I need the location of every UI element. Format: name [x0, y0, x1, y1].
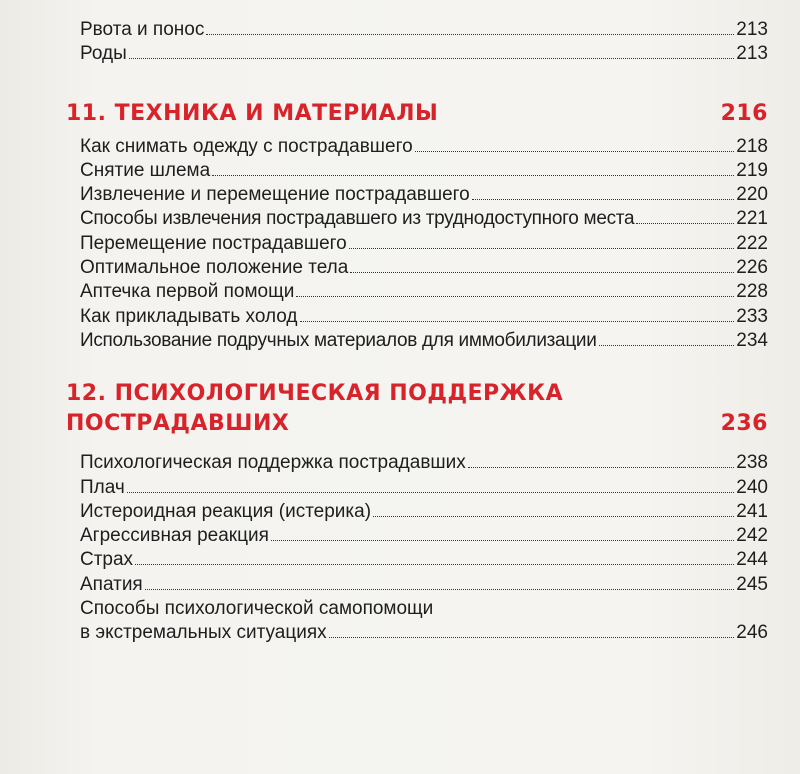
toc-entry	[66, 573, 768, 597]
toc-entry-page: 220	[736, 184, 768, 206]
toc-entry-page: 213	[736, 19, 768, 40]
toc-entry-title: Рвота и понос	[80, 19, 205, 40]
dot-leader	[206, 34, 734, 35]
section-page: 236	[720, 411, 768, 437]
toc-entry	[66, 135, 768, 159]
dot-leader	[127, 492, 735, 493]
toc-entry-title: Агрессивная реакция	[80, 525, 269, 547]
dot-leader	[129, 58, 735, 59]
toc-entry	[66, 159, 768, 183]
toc-entry-title-line1: Способы психологической самопомощи	[80, 598, 434, 620]
dot-leader	[300, 321, 735, 322]
dot-leader	[212, 175, 734, 176]
dot-leader	[636, 223, 734, 224]
toc-entry-title: Как снимать одежду с пострадавшего	[80, 135, 413, 157]
toc-entry-title: Апатия	[80, 573, 143, 595]
toc-entry-page: 245	[736, 573, 768, 595]
dot-leader	[468, 467, 735, 468]
toc-entry-title: Способы извлечения пострадавшего из труднодоступного места	[80, 208, 635, 230]
toc-entry-title-line2: в экстремальных ситуациях	[80, 622, 327, 644]
toc-entry-title: Роды	[80, 43, 127, 65]
toc-entry	[66, 42, 768, 66]
toc-entry-page: 238	[736, 452, 768, 474]
section-title	[66, 379, 721, 439]
dot-leader	[415, 151, 735, 152]
toc-entry-page: 213	[736, 43, 768, 65]
toc-entry-title: Страх	[80, 549, 134, 571]
toc-entry	[66, 597, 768, 645]
toc-entry-title: Психологическая поддержка пострадавших	[80, 452, 466, 474]
dot-leader	[350, 272, 734, 273]
dot-leader	[472, 199, 735, 200]
toc-entry-page: 244	[736, 549, 768, 571]
toc-entry	[66, 305, 768, 329]
toc-entry-page: 228	[736, 281, 768, 303]
toc-entry	[66, 280, 768, 304]
toc-entry	[66, 476, 768, 500]
toc-entry	[66, 548, 768, 572]
toc-entry-page: 222	[736, 232, 768, 254]
toc-entry-page: 246	[736, 622, 768, 644]
toc-entry-line2	[80, 621, 768, 645]
toc-entry	[66, 207, 768, 231]
toc-entry-page: 219	[736, 159, 768, 181]
toc-entry-page: 226	[736, 257, 768, 279]
section-page: 216	[720, 100, 768, 126]
section-title-line2: ПОСТРАДАВШИХ	[66, 411, 290, 437]
toc-entry-title: Снятие шлема	[80, 159, 211, 181]
toc-entry	[66, 524, 768, 548]
dot-leader	[135, 564, 734, 565]
toc-entry-title: Как прикладывать холод	[80, 305, 298, 327]
toc-entry-page: 240	[736, 476, 768, 498]
section-title: 11. ТЕХНИКА И МАТЕРИАЛЫ	[66, 100, 439, 126]
dot-leader	[145, 589, 735, 590]
toc-entry-page: 234	[736, 329, 768, 351]
toc-entry-page: 233	[736, 305, 768, 327]
toc-entry	[66, 183, 768, 207]
toc-entry-title: Аптечка первой помощи	[80, 281, 295, 303]
dot-leader	[271, 540, 734, 541]
section-heading-11	[66, 91, 768, 129]
toc-entry-page: 241	[736, 500, 768, 522]
toc-entry-title: Истероидная реакция (истерика)	[80, 500, 372, 522]
toc-entry	[66, 329, 768, 353]
toc-entry	[66, 451, 768, 475]
section-heading-12	[66, 375, 768, 439]
toc-entry-title: Использование подручных материалов для иммобилизации	[80, 329, 597, 351]
toc-entry	[66, 256, 768, 280]
toc-entry-title: Оптимальное положение тела	[80, 257, 349, 279]
dot-leader	[296, 296, 734, 297]
dot-leader	[373, 516, 734, 517]
toc-entry-title: Перемещение пострадавшего	[80, 232, 347, 254]
toc-entry	[66, 232, 768, 256]
toc-entry-page: 218	[736, 135, 768, 157]
toc-entry-page: 221	[736, 208, 768, 230]
toc-entry-title: Извлечение и перемещение пострадавшего	[80, 184, 470, 206]
toc-entry-page: 242	[736, 525, 768, 547]
dot-leader	[329, 637, 735, 638]
dot-leader	[599, 345, 735, 346]
dot-leader	[349, 248, 735, 249]
toc-entry	[66, 500, 768, 524]
toc-entry-title: Плач	[80, 476, 125, 498]
toc-entry	[66, 18, 768, 42]
section-title-line1: 12. ПСИХОЛОГИЧЕСКАЯ ПОДДЕРЖКА	[66, 381, 564, 407]
table-of-contents	[66, 18, 768, 645]
